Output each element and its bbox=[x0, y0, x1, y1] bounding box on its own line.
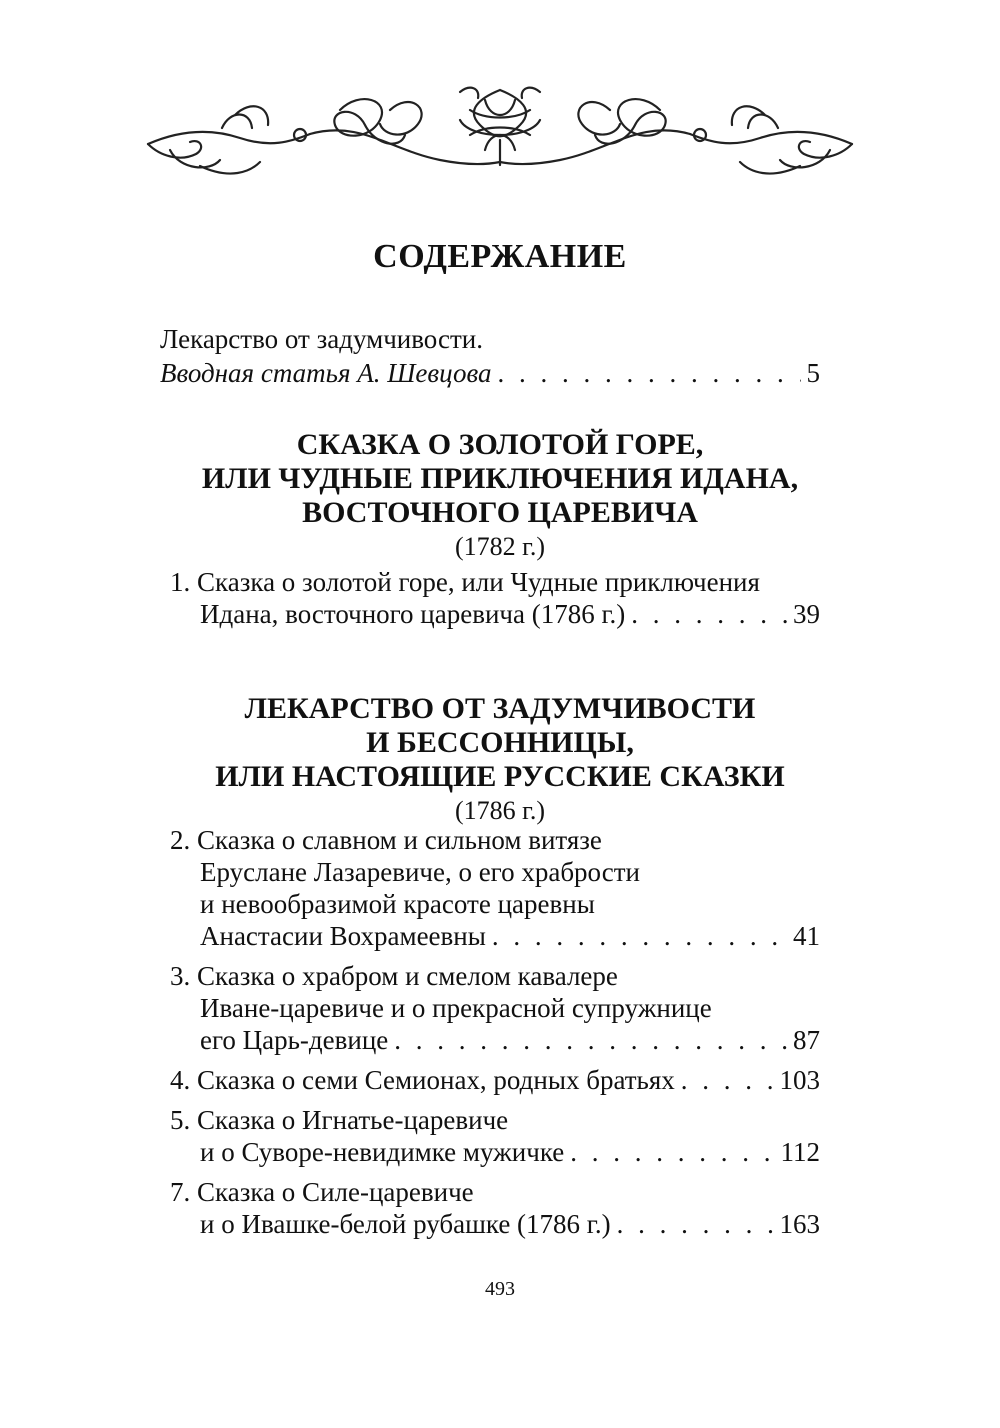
leader-dots bbox=[681, 1064, 774, 1096]
leader-dots bbox=[617, 1208, 774, 1240]
intro-entry bbox=[160, 322, 820, 390]
toc-entry-line: Идана, восточного царевича (1786 г.) bbox=[200, 599, 626, 629]
toc-entry-line: Анастасии Вохрамеевны bbox=[200, 921, 486, 951]
toc-entry-line: и о Ивашке-белой рубашке (1786 г.) bbox=[200, 1209, 611, 1239]
section-heading-1 bbox=[0, 428, 1000, 564]
section-heading-line: СКАЗКА О ЗОЛОТОЙ ГОРЕ, bbox=[296, 428, 704, 461]
page-ref: 41 bbox=[793, 921, 820, 951]
toc-entry-line: и невообразимой красоте царевны bbox=[200, 889, 595, 919]
toc-entry-line: 7. Сказка о Силе-царевиче bbox=[170, 1177, 474, 1207]
toc-entry-line: и о Суворе-невидимке мужичке bbox=[200, 1137, 565, 1167]
intro-subtitle: Вводная статья А. Шевцова bbox=[160, 358, 492, 388]
toc-entry-line: Еруслане Лазаревиче, о его храбрости bbox=[200, 857, 640, 887]
toc-entry bbox=[170, 1176, 820, 1240]
page-ref: 39 bbox=[793, 599, 820, 629]
section-heading-2 bbox=[0, 692, 1000, 828]
page-title: СОДЕРЖАНИЕ bbox=[373, 238, 627, 275]
intro-title: Лекарство от задумчивости. bbox=[160, 324, 483, 354]
toc-entry bbox=[170, 1064, 820, 1096]
leader-dots bbox=[492, 920, 787, 952]
ornamental-knot-headpiece-icon bbox=[140, 80, 860, 190]
toc-entry bbox=[170, 824, 820, 952]
toc-entry-line: Иване-царевиче и о прекрасной супружнице bbox=[200, 993, 712, 1023]
page-number: 493 bbox=[485, 1278, 515, 1300]
toc-section-2 bbox=[170, 824, 820, 1248]
toc-entry-line: 3. Сказка о храбром и смелом кавалере bbox=[170, 961, 618, 991]
section-heading-line: ЛЕКАРСТВО ОТ ЗАДУМЧИВОСТИ bbox=[244, 692, 756, 725]
section-heading-line: И БЕССОННИЦЫ, bbox=[366, 726, 634, 759]
toc-entry-line: 5. Сказка о Игнатье-царевиче bbox=[170, 1105, 509, 1135]
page-ref: 112 bbox=[780, 1137, 820, 1167]
toc-entry-line: его Царь-девице bbox=[200, 1025, 389, 1055]
toc-entry bbox=[170, 960, 820, 1056]
toc-entry-line: 1. Сказка о золотой горе, или Чудные приключения bbox=[170, 567, 760, 597]
page-ref: 163 bbox=[779, 1209, 820, 1239]
page-ref: 87 bbox=[793, 1025, 820, 1055]
toc-entry bbox=[170, 1104, 820, 1168]
page-ref: 5 bbox=[806, 358, 820, 388]
section-year: (1782 г.) bbox=[454, 532, 546, 561]
toc-entry bbox=[170, 566, 820, 630]
section-heading-line: ВОСТОЧНОГО ЦАРЕВИЧА bbox=[302, 496, 698, 529]
page-ref: 103 bbox=[779, 1065, 820, 1095]
leader-dots bbox=[497, 356, 800, 390]
section-year: (1786 г.) bbox=[454, 796, 546, 825]
leader-dots bbox=[631, 598, 787, 630]
section-heading-line: ИЛИ НАСТОЯЩИЕ РУССКИЕ СКАЗКИ bbox=[215, 760, 785, 793]
leader-dots bbox=[570, 1136, 774, 1168]
toc-section-1 bbox=[170, 566, 820, 638]
toc-entry-line: 2. Сказка о славном и сильном витязе bbox=[170, 825, 602, 855]
toc-entry-line: 4. Сказка о семи Семионах, родных братьях bbox=[170, 1065, 675, 1095]
leader-dots bbox=[394, 1024, 787, 1056]
section-heading-line: ИЛИ ЧУДНЫЕ ПРИКЛЮЧЕНИЯ ИДАНА, bbox=[201, 462, 799, 495]
